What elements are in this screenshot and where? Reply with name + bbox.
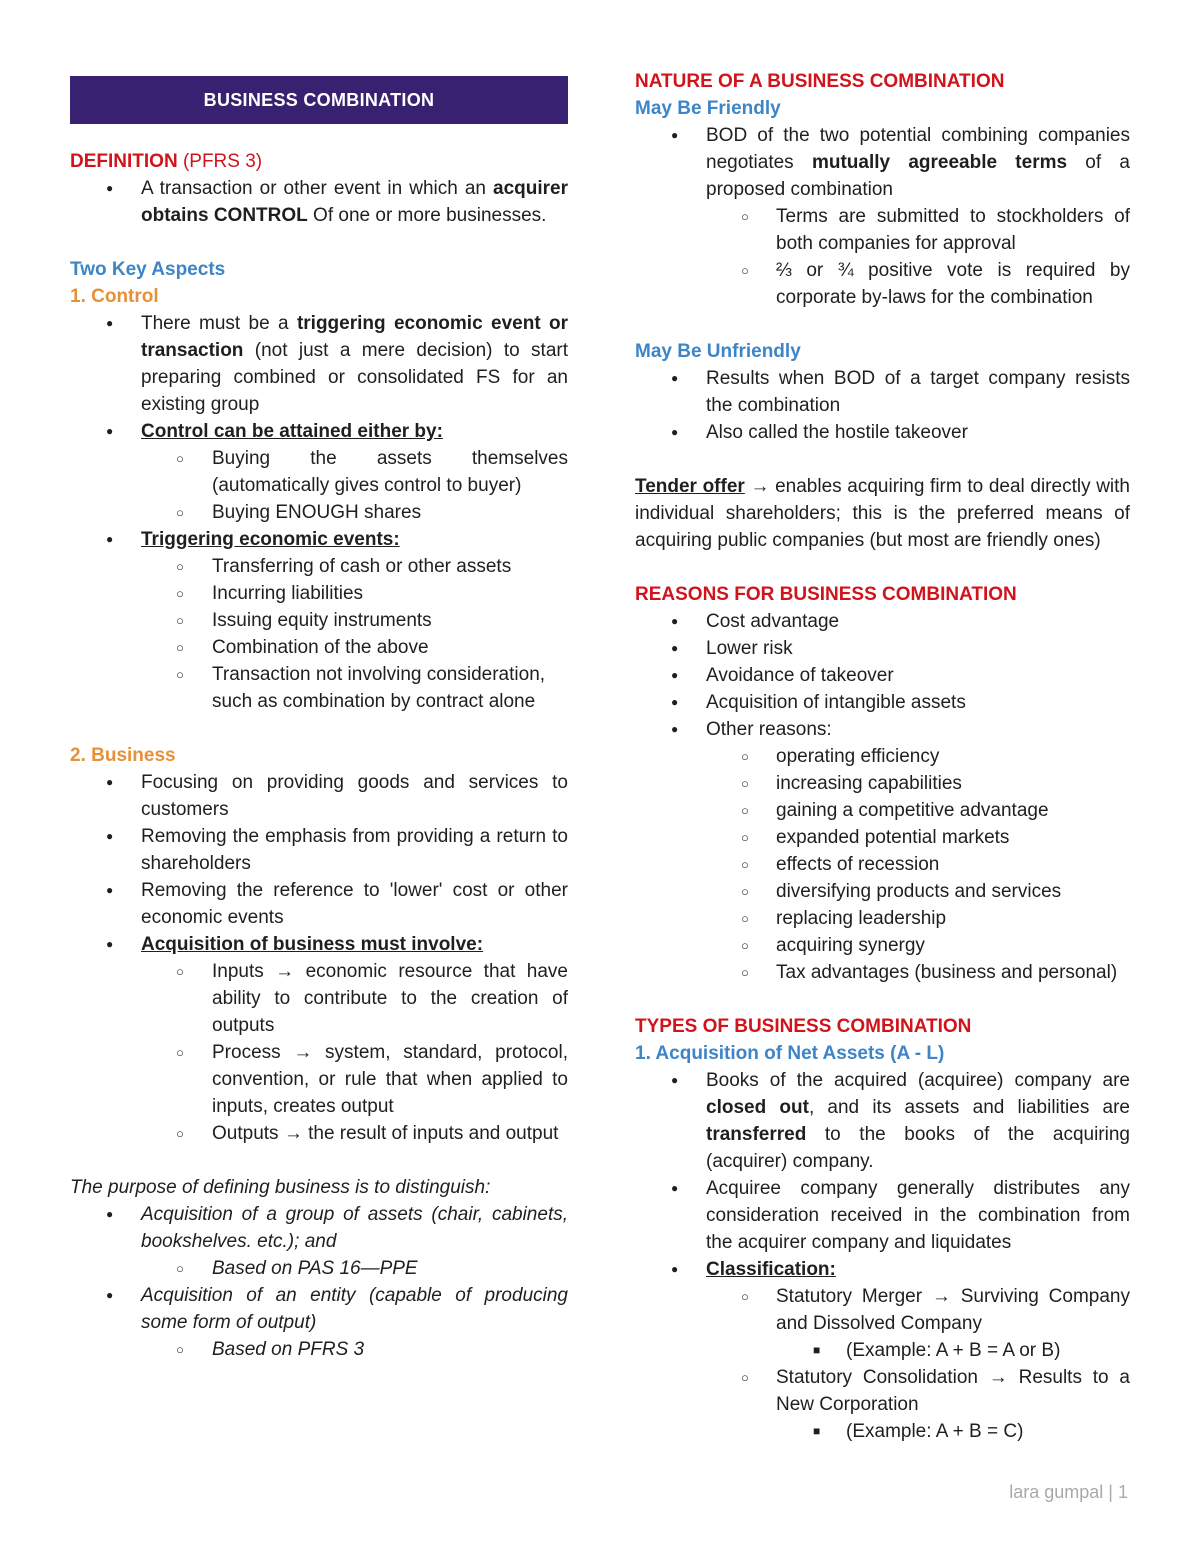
bullet-icon: ● [106,883,114,897]
circle-bullet-icon: ○ [176,1342,184,1357]
consolidation-example-list [776,1418,1130,1445]
bullet-icon: ● [106,775,114,789]
list-item: ■ (Example: A + B = C) [776,1418,1130,1445]
list-item: ● Acquiree company generally distributes any consideration received in the combination from the acquirer company and liquidates [635,1175,1130,1256]
circle-bullet-icon: ○ [741,857,749,872]
definition-list [70,175,568,229]
list-item: ● Acquisition of intangible assets [635,689,1130,716]
list-item: ○ operating efficiency [635,743,1130,770]
circle-bullet-icon: ○ [741,884,749,899]
list-item: ● There must be a triggering economic event or transaction (not just a mere decision) to start preparing combined or consolidated FS for an existing group [70,310,568,418]
list-item: ● A transaction or other event in which an acquirer obtains CONTROL Of one or more businesses. [70,175,568,229]
list-item: ○ Based on PAS 16—PPE [70,1255,568,1282]
list-item: ■ (Example: A + B = A or B) [776,1337,1130,1364]
list-item: ○ Terms are submitted to stockholders of both companies for approval [635,203,1130,257]
circle-bullet-icon: ○ [176,964,184,979]
friendly-heading: May Be Friendly [635,98,781,119]
list-item: ○ Transaction not involving consideration, such as combination by contract alone [70,661,568,715]
circle-bullet-icon: ○ [176,451,184,466]
list-item: ○ Statutory Consolidation → Results to a New Corporation ■ (Example: A + B = C) [635,1364,1130,1445]
business-elements-list [70,958,568,1147]
classification-list [635,1283,1130,1445]
bullet-icon: ● [671,1073,679,1087]
list-item: ○ Based on PFRS 3 [70,1336,568,1363]
circle-bullet-icon: ○ [741,803,749,818]
bullet-icon: ● [106,1207,114,1221]
list-item: ○ Process → system, standard, protocol, convention, or rule that when applied to inputs, creates output [70,1039,568,1120]
bullet-icon: ● [106,1288,114,1302]
circle-bullet-icon: ○ [176,1045,184,1060]
bullet-icon: ● [671,425,679,439]
unfriendly-list [635,365,1130,446]
circle-bullet-icon: ○ [176,613,184,628]
list-item: ○ ⅔ or ¾ positive vote is required by corporate by-laws for the combination [635,257,1130,311]
list-item: ○ Tax advantages (business and personal) [635,959,1130,986]
list-item: ○ Incurring liabilities [70,580,568,607]
reasons-list [635,608,1130,986]
list-item: ○ effects of recession [635,851,1130,878]
list-item: ○ expanded potential markets [635,824,1130,851]
bullet-icon: ● [671,371,679,385]
list-item: ○ Transferring of cash or other assets [70,553,568,580]
circle-bullet-icon: ○ [176,505,184,520]
circle-bullet-icon: ○ [741,830,749,845]
list-item: ○ Inputs → economic resource that have ability to contribute to the creation of outputs [70,958,568,1039]
list-item: ○ diversifying products and services [635,878,1130,905]
list-item: ● Other reasons: ○ operating efficiency ○ increasing capabilities ○ gaining a competitive advantage ○ expanded potential markets ○ effects of recession ○ diversifying products and services ○ replacing leadership ○ acquiring synergy ○ Tax advantages (business and personal) [635,716,1130,986]
other-reasons-list [635,743,1130,986]
triggering-events-list [70,553,568,715]
circle-bullet-icon: ○ [741,1289,749,1304]
circle-bullet-icon: ○ [741,911,749,926]
list-item: ○ Combination of the above [70,634,568,661]
bullet-icon: ● [106,532,114,546]
bullet-icon: ● [671,1181,679,1195]
bullet-icon: ● [671,641,679,655]
list-item: ● Avoidance of takeover [635,662,1130,689]
list-item: ● Lower risk [635,635,1130,662]
right-column [635,68,1130,1445]
net-assets-list [635,1067,1130,1445]
bullet-icon: ● [671,614,679,628]
circle-bullet-icon: ○ [176,640,184,655]
circle-bullet-icon: ○ [741,209,749,224]
control-list [70,310,568,715]
bullet-icon: ● [671,1262,679,1276]
types-heading: TYPES OF BUSINESS COMBINATION [635,1016,972,1037]
list-item: ○ increasing capabilities [635,770,1130,797]
list-item: ● Focusing on providing goods and services to customers [70,769,568,823]
circle-bullet-icon: ○ [741,965,749,980]
circle-bullet-icon: ○ [741,263,749,278]
page-footer: lara gumpal | 1 [1009,1482,1128,1502]
bullet-icon: ● [106,424,114,438]
list-item: ○ Buying the assets themselves (automatically gives control to buyer) [70,445,568,499]
bullet-icon: ● [106,829,114,843]
friendly-list [635,122,1130,311]
circle-bullet-icon: ○ [741,749,749,764]
list-item: ○ replacing leadership [635,905,1130,932]
list-item: ○ acquiring synergy [635,932,1130,959]
list-item: ● Classification: ○ Statutory Merger → Surviving Company and Dissolved Company ■ (Example: A + B = A or B) ○ Statutory Consolidation → Results to a New Corporation ■ (Example: A + B = C) [635,1256,1130,1445]
list-item: ● Results when BOD of a target company resists the combination [635,365,1130,419]
purpose-intro: The purpose of defining business is to distinguish: [70,1177,491,1198]
list-item: ● Removing the emphasis from providing a return to shareholders [70,823,568,877]
circle-bullet-icon: ○ [741,776,749,791]
circle-bullet-icon: ○ [176,1126,184,1141]
nature-heading: NATURE OF A BUSINESS COMBINATION [635,71,1005,92]
circle-bullet-icon: ○ [741,938,749,953]
list-item: ● Triggering economic events: ○ Transferring of cash or other assets ○ Incurring liabilities ○ Issuing equity instruments ○ Combination of the above ○ Transaction not involving consideration, such as combination by contract alone [70,526,568,715]
list-item: ○ Buying ENOUGH shares [70,499,568,526]
circle-bullet-icon: ○ [741,1370,749,1385]
bullet-icon: ● [671,668,679,682]
reasons-heading: REASONS FOR BUSINESS COMBINATION [635,584,1017,605]
bullet-icon: ● [106,937,114,951]
list-item: ● Removing the reference to 'lower' cost or other economic events [70,877,568,931]
purpose-sub-list [70,1255,568,1282]
business-heading: 2. Business [70,745,176,766]
list-item: ● Control can be attained either by: ○ Buying the assets themselves (automatically gives control to buyer) ○ Buying ENOUGH shares [70,418,568,526]
list-item: ● Acquisition of a group of assets (chair, cabinets, bookshelves. etc.); and ○ Based on PAS 16—PPE [70,1201,568,1282]
merger-example-list [776,1337,1130,1364]
list-item: ○ Outputs → the result of inputs and output [70,1120,568,1147]
definition-heading: DEFINITION (PFRS 3) [70,151,263,172]
list-item: ● Cost advantage [635,608,1130,635]
net-assets-heading: 1. Acquisition of Net Assets (A - L) [635,1043,945,1064]
circle-bullet-icon: ○ [176,1261,184,1276]
friendly-sub-list [635,203,1130,311]
business-list [70,769,568,1147]
unfriendly-heading: May Be Unfriendly [635,341,801,362]
circle-bullet-icon: ○ [176,559,184,574]
circle-bullet-icon: ○ [176,667,184,682]
list-item: ○ Statutory Merger → Surviving Company and Dissolved Company ■ (Example: A + B = A or B) [635,1283,1130,1364]
document-title: BUSINESS COMBINATION [203,89,435,110]
control-method-list [70,445,568,526]
left-column [70,0,568,1363]
purpose-sub-list [70,1336,568,1363]
circle-bullet-icon: ○ [176,586,184,601]
bullet-icon: ● [106,181,114,195]
list-item: ● BOD of the two potential combining companies negotiates mutually agreeable terms of a proposed combination ○ Terms are submitted to stockholders of both companies for approval ○ ⅔ or ¾ positive vote is required by corporate by-laws for the combination [635,122,1130,311]
list-item: ● Acquisition of business must involve: ○ Inputs → economic resource that have ability to contribute to the creation of outputs ○ Process → system, standard, protocol, convention, or rule that when applied to inputs, creates output ○ Outputs → the result of inputs and output [70,931,568,1147]
bullet-icon: ● [671,695,679,709]
list-item: ○ Issuing equity instruments [70,607,568,634]
square-bullet-icon: ■ [813,1424,821,1438]
bullet-icon: ● [106,316,114,330]
bullet-icon: ● [671,128,679,142]
bullet-icon: ● [671,722,679,736]
document-title-banner [70,76,568,124]
two-key-aspects-heading: Two Key Aspects [70,259,226,280]
list-item: ● Books of the acquired (acquiree) company are closed out, and its assets and liabilities are transferred to the books of the acquiring (acquirer) company. [635,1067,1130,1175]
list-item: ○ gaining a competitive advantage [635,797,1130,824]
control-heading: 1. Control [70,286,159,307]
purpose-list [70,1201,568,1363]
list-item: ● Acquisition of an entity (capable of producing some form of output) ○ Based on PFRS 3 [70,1282,568,1363]
list-item: ● Also called the hostile takeover [635,419,1130,446]
tender-offer-paragraph: Tender offer → enables acquiring firm to deal directly with individual shareholders; this is the preferred means of acquiring public companies (but most are friendly ones) [635,476,1130,551]
square-bullet-icon: ■ [813,1343,821,1357]
